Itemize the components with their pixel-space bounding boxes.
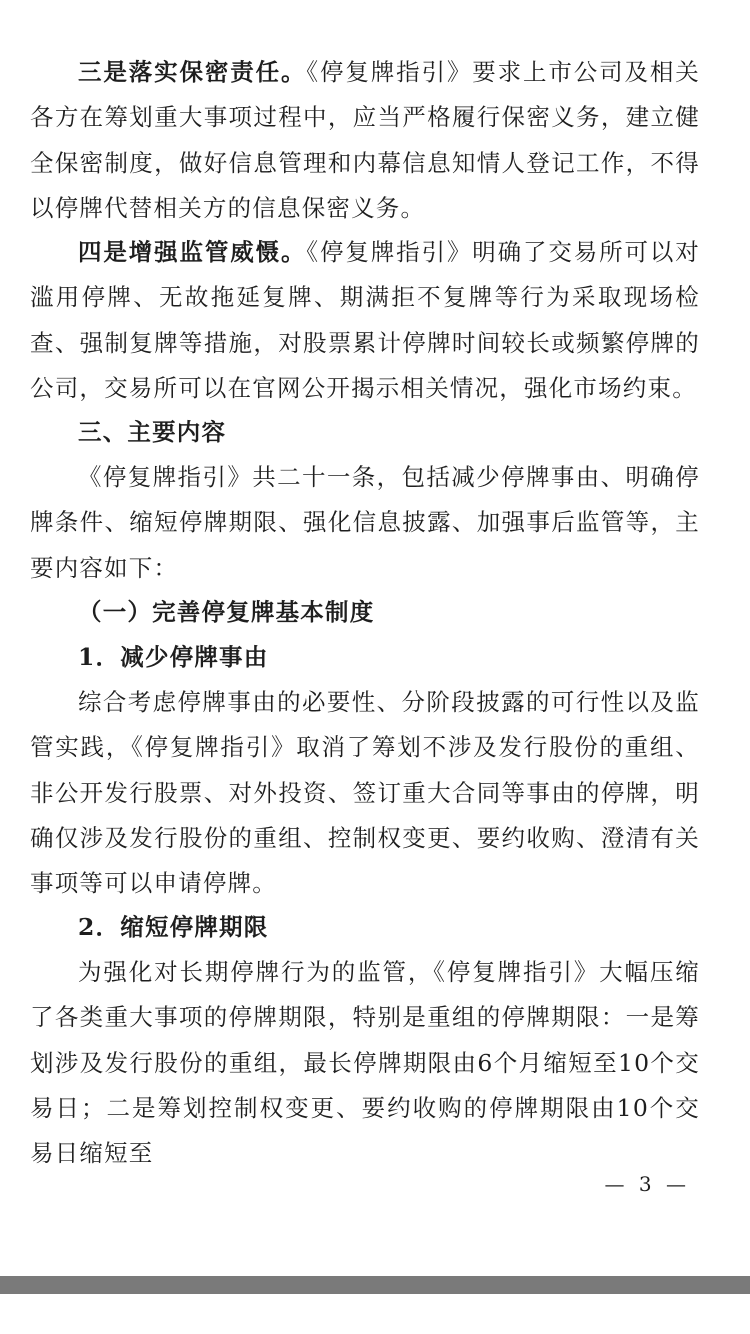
paragraph-main-content	[30, 455, 700, 591]
paragraph-reduce-suspension	[30, 680, 700, 906]
paragraph-body: 《停复牌指引》要求上市公司及相关各方在筹划重大事项过程中，应当严格履行保密义务，建立健全保密制度，做好信息管理和内幕信息知情人登记工作，不得以停牌代替相关方的信息保密义务。	[30, 58, 700, 222]
paragraph-confidentiality	[30, 50, 700, 231]
paragraph-lead: 四是增强监管威慑。	[78, 238, 307, 266]
paragraph-body: 为强化对长期停牌行为的监管，《停复牌指引》大幅压缩了各类重大事项的停牌期限，特别是重组的停牌期限：一是筹划涉及发行股份的重组，最长停牌期限由6个月缩短至10个交易日；二是筹划控制权变更、要约收购的停牌期限由10个交易日缩短至	[30, 958, 700, 1168]
paragraph-body: 综合考虑停牌事由的必要性、分阶段披露的可行性以及监管实践，《停复牌指引》取消了筹划不涉及发行股份的重组、非公开发行股票、对外投资、签订重大合同等事由的停牌，明确仅涉及发行股份的重组、控制权变更、要约收购、澄清有关事项等可以申请停牌。	[30, 688, 700, 898]
section-heading: 三、主要内容	[78, 418, 227, 446]
item-heading: 2．缩短停牌期限	[78, 913, 269, 941]
bottom-area	[0, 1294, 750, 1334]
paragraph-body: 《停复牌指引》明确了交易所可以对滥用停牌、无故拖延复牌、期满拒不复牌等行为采取现场检查、强制复牌等措施，对股票累计停牌时间较长或频繁停牌的公司，交易所可以在官网公开揭示相关情况，强化市场约束。	[30, 238, 700, 402]
paragraph-lead: 三是落实保密责任。	[78, 58, 307, 86]
page-number: — 3 —	[604, 1172, 690, 1196]
paragraph-body: 《停复牌指引》共二十一条，包括减少停牌事由、明确停牌条件、缩短停牌期限、强化信息披露、加强事后监管等，主要内容如下：	[30, 463, 700, 582]
bottom-scroll-bar	[0, 1276, 750, 1294]
subsection-heading: （一）完善停复牌基本制度	[78, 598, 375, 626]
paragraph-shorten-period	[30, 950, 700, 1176]
paragraph-deterrence	[30, 230, 700, 411]
item-heading: 1．减少停牌事由	[78, 643, 269, 671]
